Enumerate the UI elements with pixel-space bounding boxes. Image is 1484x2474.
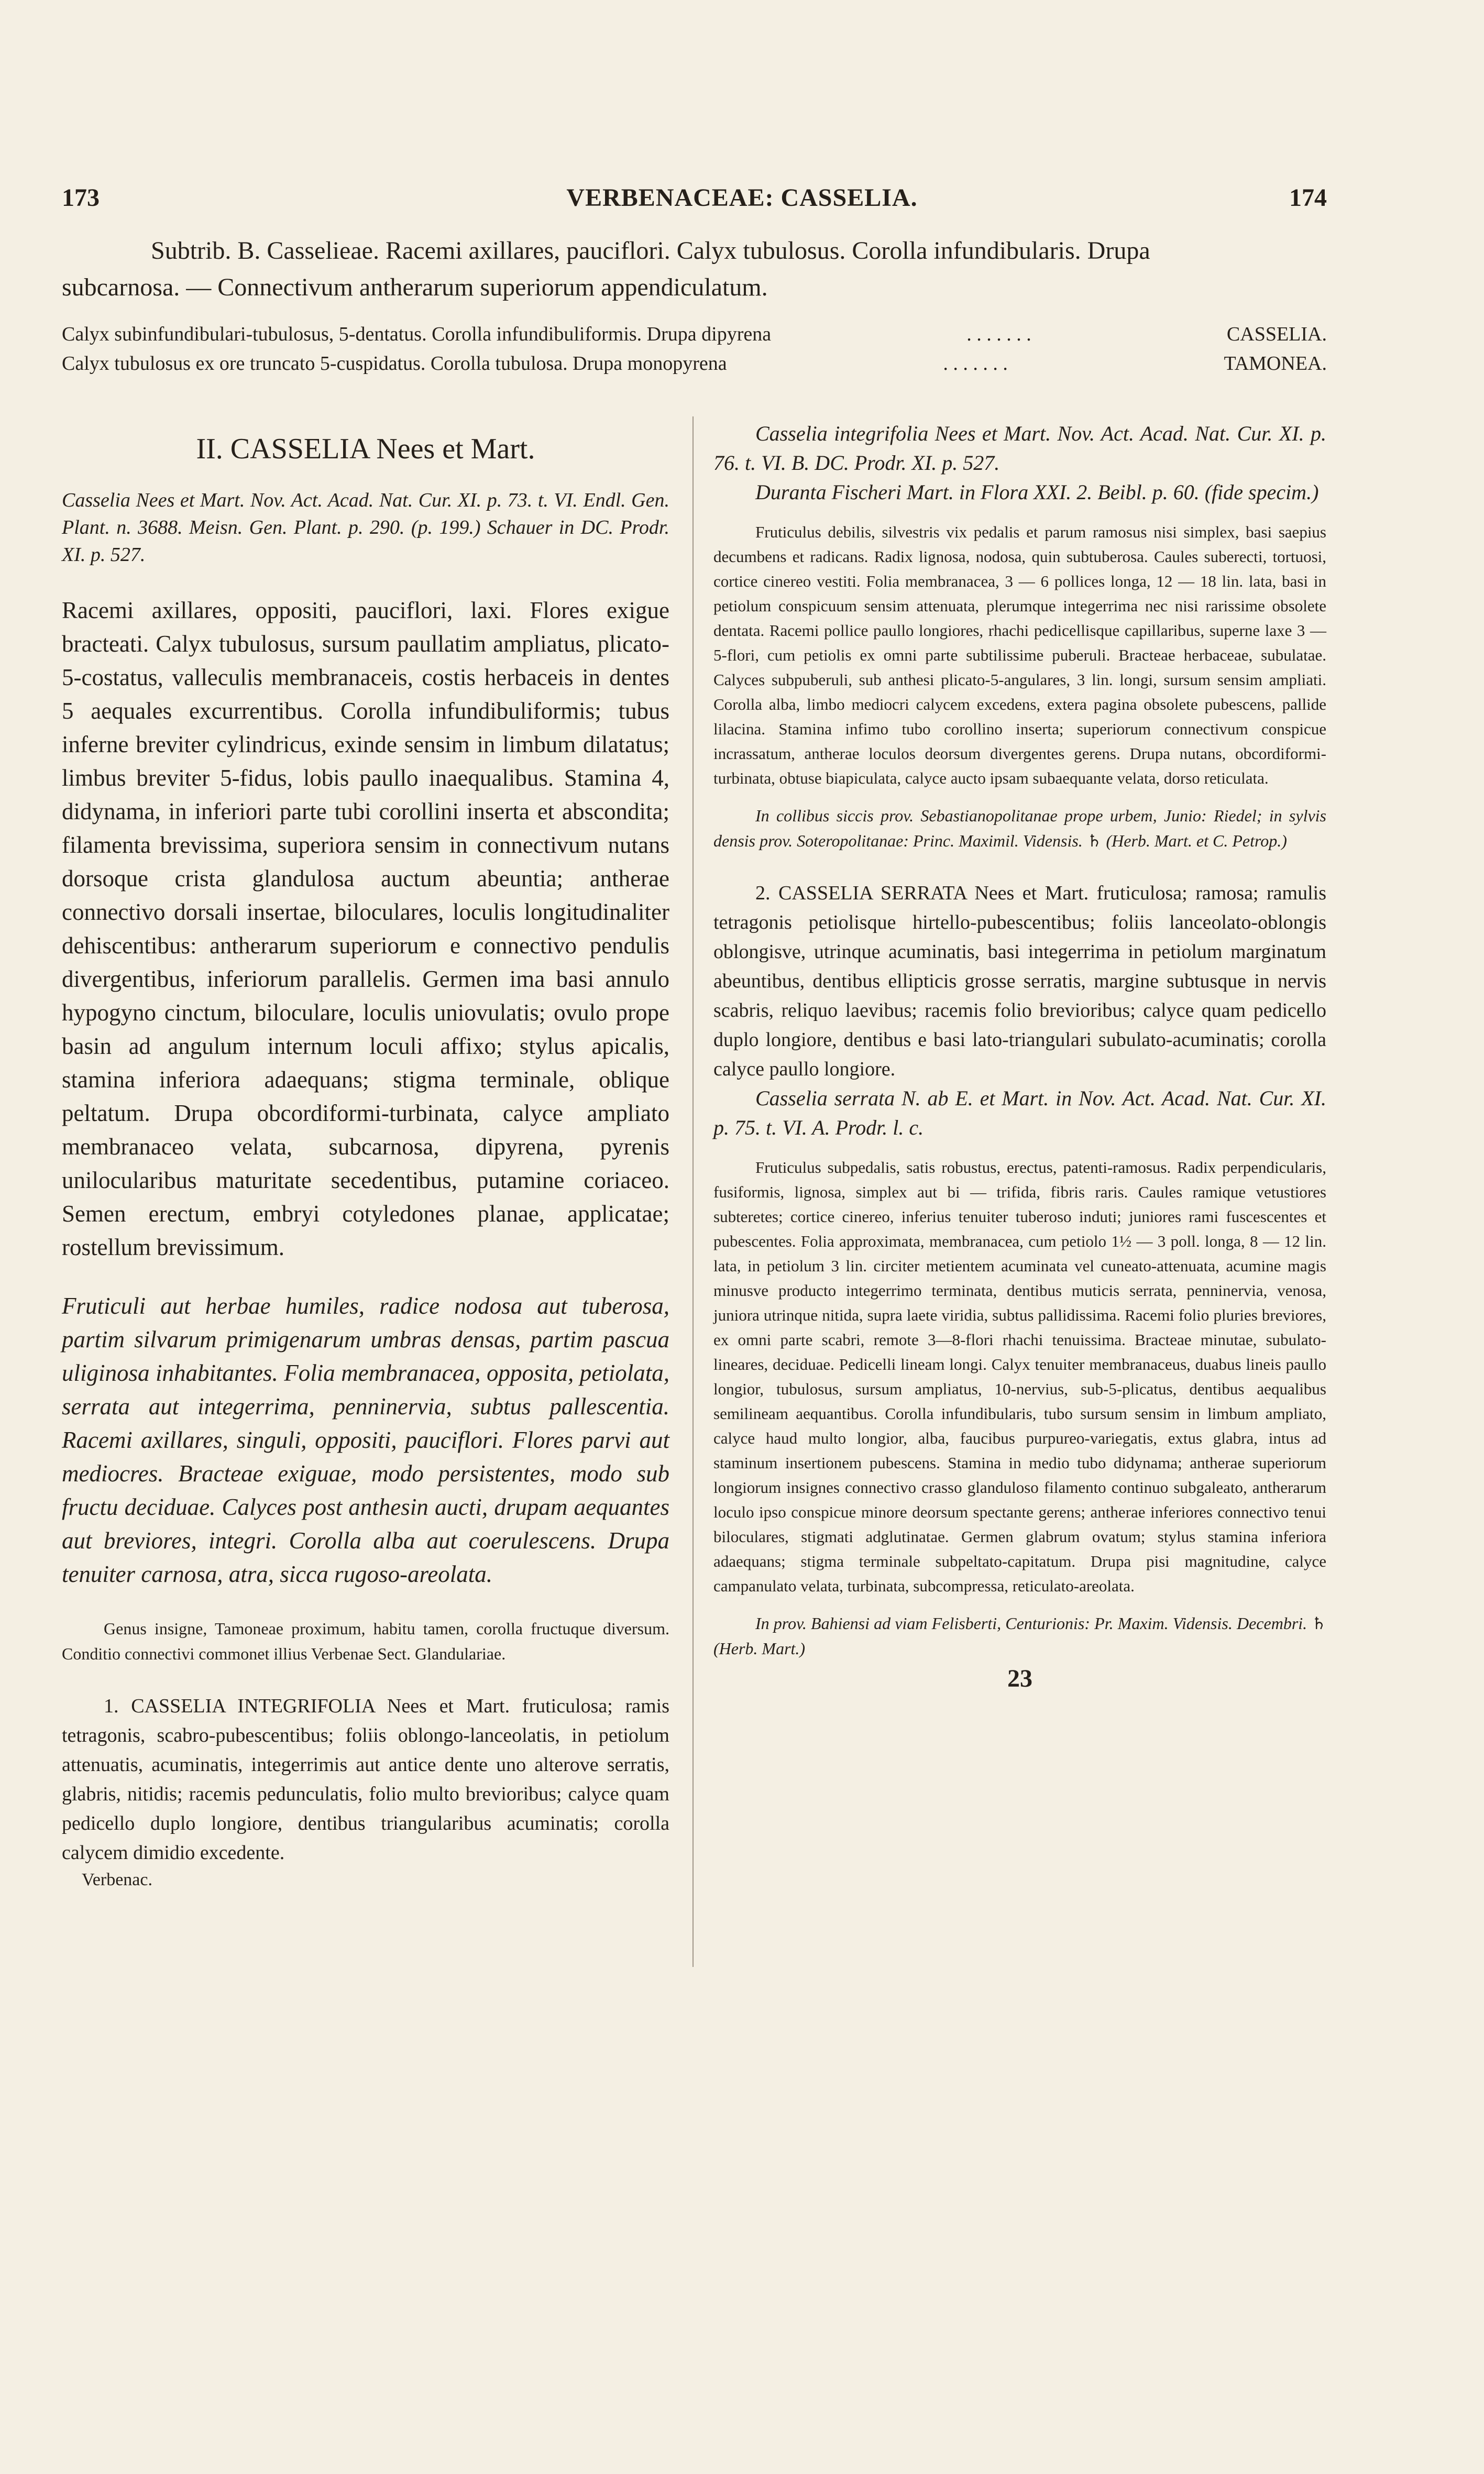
key-genus: TAMONEA.: [1224, 353, 1327, 375]
column-divider: [692, 416, 694, 1967]
subtribe-line-1: Subtrib. B. Casselieae. Racemi axillares, pauciflori. Calyx tubulosus. Corolla infundibularis. Drupa: [151, 237, 1150, 265]
key-row: [62, 349, 1327, 378]
species-1-locality: In collibus siccis prov. Sebastianopolitanae prope urbem, Junio: Riedel; in sylvis densis prov. Soteropolitanae: Princ. Maximil. Vidensis. ♄ (Herb. Mart. et C. Petrop.): [713, 806, 1326, 850]
genus-habit: Fruticuli aut herbae humiles, radice nodosa aut tuberosa, partim silvarum primigenarum umbras densas, partim pascua uliginosa inhabitantes. Folia membranacea, opposita, petiolata, serrata aut integerrima, penninervia, subtus pallescentia. Racemi axillares, singuli, oppositi, pauciflori. Flores parvi aut mediocres. Bracteae exiguae, modo persistentes, modo sub fructu deciduae. Calyces post anthesin aucti, drupam aequantes aut breviores, integri. Corolla alba aut coerulescens. Drupa tenuiter carnosa, atra, sicca rugoso-areolata.: [62, 1293, 669, 1587]
genus-key: [62, 320, 1327, 378]
left-column: [62, 422, 669, 1893]
species-1-description: Fruticulus debilis, silvestris vix pedalis et parum ramosus nisi simplex, basi saepius decumbens et radicans. Radix lignosa, nodosa, quin subtuberosa. Caules suberecti, tortuosi, cortice cinereo vestiti. Folia membranacea, 3 — 6 pollices longa, 12 — 18 lin. lata, basi in petiolum conspicuum sensim attenuata, plerumque integerrima nec nisi rarissime obsolete dentata. Racemi pollice paullo longiores, rhachi pedicellisque capillaribus, superne laxe 3 — 5-flori, cum petiolis ex omni parte subtilissime puberuli. Bracteae herbaceae, subulatae. Calyces subpuberuli, sub anthesi plicato-5-angulares, 3 lin. longi, sursum sensim ampliati. Corolla alba, limbo mediocri calycem excedens, extera pagina obsolete pubescens, pallide lilacina. Stamina infimo tubo corollino inserta; superiorum connectivum conspicue incrassatum, antherae loculos deorsum divergentes gerens. Drupa nutans, obcordiformi-turbinata, obtuse biapiculata, calyce aucto ipsam subaequante velata, dorso reticulata.: [713, 523, 1326, 787]
species-2-description: Fruticulus subpedalis, satis robustus, erectus, patenti-ramosus. Radix perpendicularis, fusiformis, lignosa, simplex aut bi — trifida, fibris raris. Caules ramique vetustiores subteretes; cortice cinereo, inferius tenuiter tuberoso induti; juniores rami fuscescentes et pubescentes. Folia approximata, membranacea, cum petiolo 1½ — 3 poll. longa, 8 — 12 lin. lata, in petiolum 3 lin. circiter metientem acuminata vel cuneato-attenuata, acumine magis minusve producto integerrimo terminata, dentibus muticis serrata, penninervia, venosa, juniora utrinque nitida, supra laete viridia, subtus pallidissima. Racemi folio pluries breviores, ex omni parte scabri, remote 3—8-flori rhachi tenuissima. Bracteae minutae, subulato-lineares, deciduae. Pedicelli lineam longi. Calyx tenuiter membranaceus, duabus lineis paullo longior, tubulosus, sursum ampliatus, 10-nervius, sub-5-plicatus, dentibus aequalibus semilineam aequantibus. Corolla infundibularis, tubo sursum sensim in limbum ampliato, calyce haud multo longior, alba, faucibus purpureo-variegatis, extus glabra, intus ad staminum insertionem pubescens. Stamina in medio tubo didynama; antherae superiorum longiorum insignes connectivo crasso glanduloso filamento continuo subgaleato, antherarum loculo ipso conspicue minore deorsum spectante gerens; antherae inferiores connectivo tenui biloculares, stigmati adglutinatae. Germen glabrum ovatum; stylus stamina inferiora adaequans; stigma terminale subpeltato-capitatum. Drupa pisi magnitudine, calyce campanulato velata, turbinata, subcompressa, reticulato-areolata.: [713, 1158, 1326, 1595]
subtribe-diagnosis: [62, 233, 1327, 306]
page-number-right: 174: [1289, 184, 1327, 212]
species-1-diagnosis: 1. CASSELIA INTEGRIFOLIA Nees et Mart. fruticulosa; ramis tetragonis, scabro-pubescentibus; foliis oblongo-lanceolatis, in petiolum attenuatis, acuminatis, integerrimis aut antice dente uno alterove serratis, glabris, nitidis; racemis pedunculatis, folio multo brevioribus; calyce quam pedicello duplo longiore, dentibus triangularibus acuminatis; corolla calycem dimidio excedente.: [62, 1695, 669, 1864]
key-description: Calyx tubulosus ex ore truncato 5-cuspidatus. Corolla tubulosa. Drupa monopyrena: [62, 353, 727, 375]
genus-title: II. CASSELIA Nees et Mart.: [196, 433, 535, 465]
key-row: [62, 320, 1327, 349]
key-dots: . . . . . . .: [966, 323, 1031, 345]
species-1-synonym: Duranta Fischeri Mart. in Flora XXI. 2. Beibl. p. 60. (fide specim.): [755, 480, 1319, 504]
key-dots: . . . . . . .: [943, 353, 1008, 375]
species-2-diagnosis: 2. CASSELIA SERRATA Nees et Mart. fruticulosa; ramosa; ramulis tetragonis petiolisque hirtello-pubescentibus; foliis lanceolato-oblongis oblongisve, utrinque acuminatis, basi integerrima in petiolum marginatum abeuntibus, dentibus ellipticis grosse serratis, margine subtusque in nervis scabris, reliquo laevibus; racemis folio brevioribus; calyce quam pedicello duplo longiore, dentibus e basi lato-triangulari subulato-acuminatis; corolla calyce paullo longiore.: [713, 882, 1326, 1080]
genus-note: Genus insigne, Tamoneae proximum, habitu tamen, corolla fructuque diversum. Conditio connectivi commonet illius Verbenae Sect. Glandulariae.: [62, 1619, 669, 1663]
signature-mark: Verbenac.: [82, 1870, 152, 1889]
species-2-locality: In prov. Bahiensi ad viam Felisberti, Centurionis: Pr. Maxim. Vidensis. Decembri. ♄ (Herb. Mart.): [713, 1614, 1326, 1658]
page-header: [0, 183, 1484, 220]
genus-reference: Casselia Nees et Mart. Nov. Act. Acad. Nat. Cur. XI. p. 73. t. VI. Endl. Gen. Plant. n. 3688. Meisn. Gen. Plant. p. 290. (p. 199.) Schauer in DC. Prodr. XI. p. 527.: [62, 489, 669, 566]
key-genus: CASSELIA.: [1226, 323, 1327, 345]
species-1-synonym: Casselia integrifolia Nees et Mart. Nov. Act. Acad. Nat. Cur. XI. p. 76. t. VI. B. DC. Prodr. XI. p. 527.: [713, 422, 1326, 475]
right-column: [713, 419, 1326, 1693]
signature-number: 23: [1007, 1665, 1032, 1692]
genus-description: Racemi axillares, oppositi, pauciflori, laxi. Flores exigue bracteati. Calyx tubulosus, sursum paullatim ampliatus, plicato-5-costatus, valleculis membranaceis, costis herbaceis in dentes 5 aequales excurrentibus. Corolla infundibuliformis; tubus inferne breviter cylindricus, exinde sensim in limbum dilatatus; limbus breviter 5-fidus, lobis paullo inaequalibus. Stamina 4, didynama, in inferiori parte tubi corollini inserta et abscondita; filamenta brevissima, superiora sensim in connectivum nutans dorsoque crista glandulosa auctum abeuntia; antherae connectivo dorsali insertae, biloculares, loculis longitudinaliter dehiscentibus: antherarum superiorum e connectivo pendulis divergentibus, inferiorum parallelis. Germen ima basi annulo hypogyno cinctum, biloculare, loculis uniovulatis; ovulo prope basin ad angulum internum loculi affixo; stylus apicalis, stamina inferiora adaequans; stigma terminale, oblique peltatum. Drupa obcordiformi-turbinata, calyce ampliato membranaceo velata, subcarnosa, dipyrena, pyrenis unilocularibus maturitate secedentibus, putamine coriaceo. Semen erectum, embryi cotyledones planae, applicatae; rostellum brevissimum.: [62, 597, 669, 1260]
key-description: Calyx subinfundibulari-tubulosus, 5-dentatus. Corolla infundibuliformis. Drupa dipyrena: [62, 323, 772, 345]
subtribe-line-2: subcarnosa. — Connectivum antherarum superiorum appendiculatum.: [62, 273, 768, 301]
running-title: VERBENACEAE: CASSELIA.: [566, 184, 918, 212]
species-2-synonym: Casselia serrata N. ab E. et Mart. in Nov. Act. Acad. Nat. Cur. XI. p. 75. t. VI. A. Prodr. l. c.: [713, 1086, 1326, 1139]
page-number-left: 173: [62, 184, 100, 212]
